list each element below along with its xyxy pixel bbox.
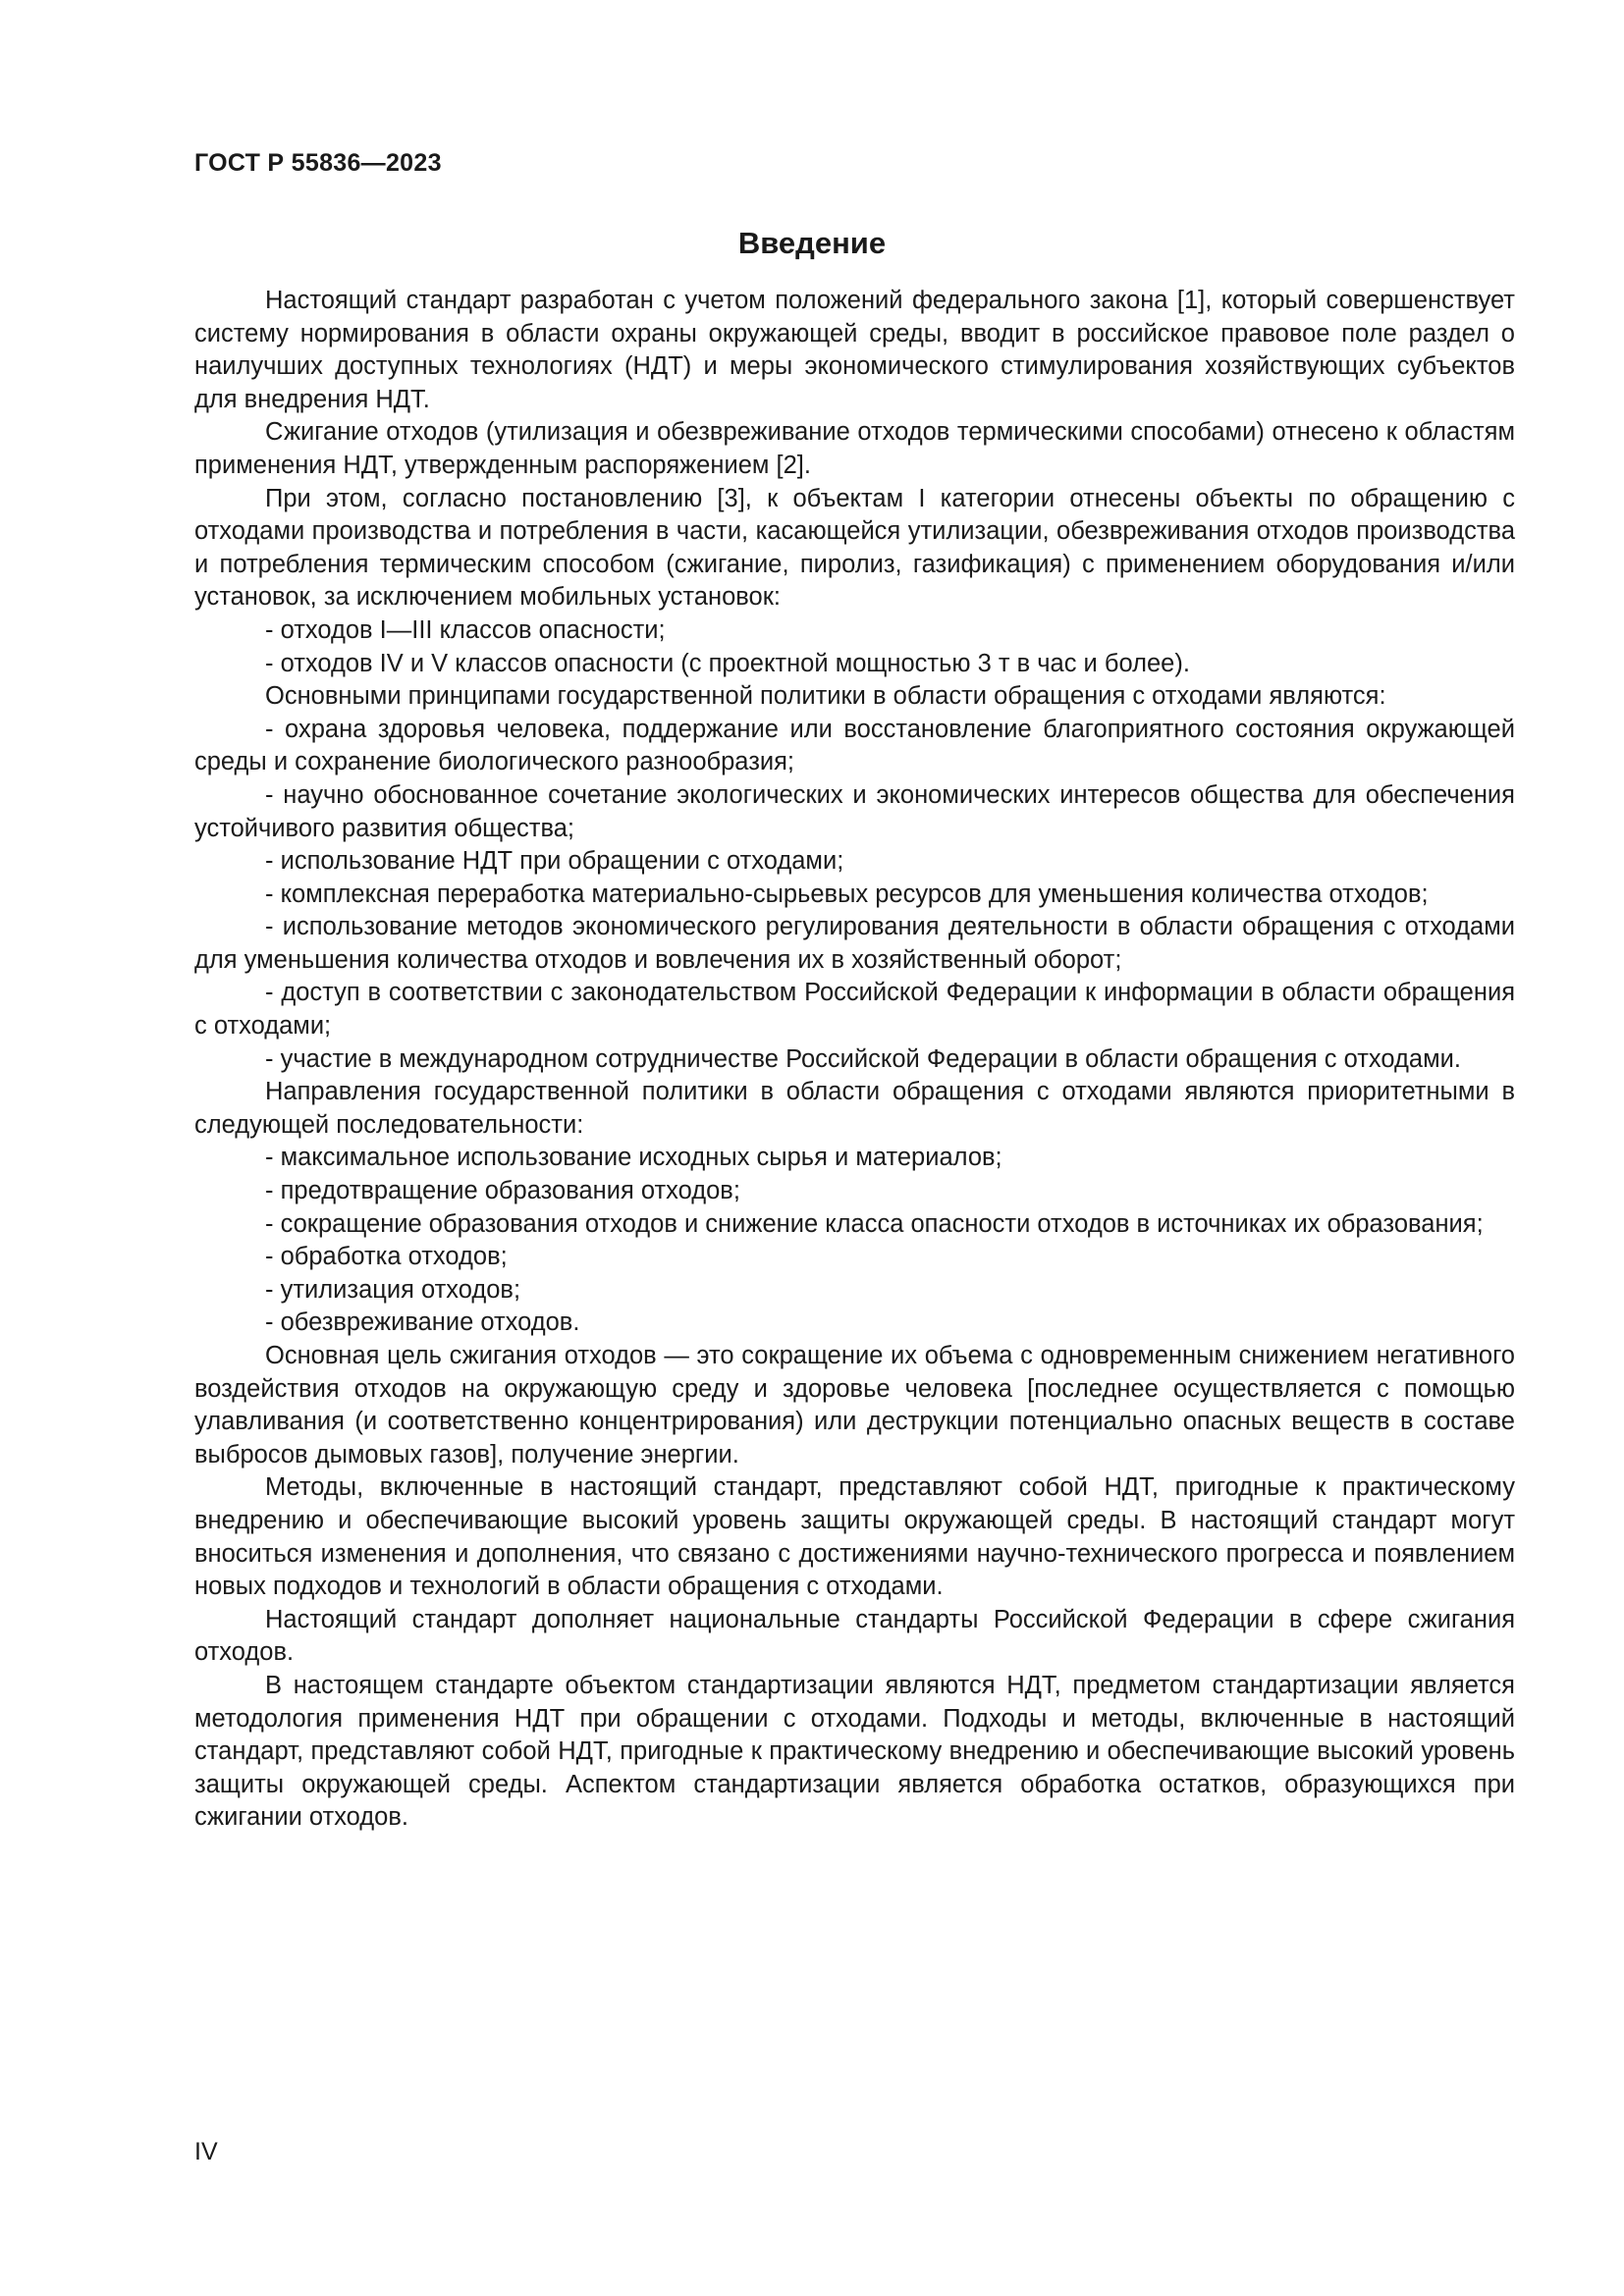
list-item: - утилизация отходов; xyxy=(265,1275,521,1304)
list-item: - отходов IV и V классов опасности (с проектной мощностью 3 т в час и более). xyxy=(265,649,1190,677)
list-item: - научно обоснованное сочетание экологических и экономических интересов общества для обеспечения устойчивого развития общества; xyxy=(194,780,1515,842)
list-item: - доступ в соответствии с законодательством Российской Федерации к информации в области обращения с отходами; xyxy=(194,979,1515,1041)
list-item: - предотвращение образования отходов; xyxy=(265,1177,740,1205)
list-item: - комплексная переработка материально-сырьевых ресурсов для уменьшения количества отходов; xyxy=(265,880,1429,908)
list-item: - отходов I—III классов опасности; xyxy=(265,615,666,644)
paragraph: Основными принципами государственной политики в области обращения с отходами являются: xyxy=(265,682,1386,711)
paragraph: В настоящем стандарте объектом стандартизации являются НДТ, предметом стандартизации является методология применения НДТ при обращении с отходами. Подходы и методы, включенные в настоящий стандарт, представляют собой НДТ, пригодные к практическому внедрению и обеспечивающие высокий уровень защиты окружающей среды. Аспектом стандартизации является обработка остатков, образующихся при сжигании отходов. xyxy=(194,1671,1515,1832)
list-item: - участие в международном сотрудничестве Российской Федерации в области обращения с отходами. xyxy=(265,1044,1461,1073)
paragraph: Сжигание отходов (утилизация и обезвреживание отходов термическими способами) отнесено к областям применения НДТ, утвержденным распоряжением [2]. xyxy=(194,418,1515,479)
body-text xyxy=(194,285,1515,1835)
page-number: IV xyxy=(194,2138,218,2165)
list-item: - обработка отходов; xyxy=(265,1243,508,1271)
list-item: - охрана здоровья человека, поддержание или восстановление благоприятного состояния окружающей среды и сохранение биологического разнообразия; xyxy=(194,715,1515,776)
list-item: - использование НДТ при обращении с отходами; xyxy=(265,847,844,876)
document-code: ГОСТ Р 55836—2023 xyxy=(194,149,442,177)
paragraph: Основная цель сжигания отходов — это сокращение их объема с одновременным снижением негативного воздействия отходов на окружающую среду и здоровье человека [последнее осуществляется с помощью улавливания (и соответственно концентрирования) или деструкции потенциально опасных веществ в составе выбросов дымовых газов], получение энергии. xyxy=(194,1342,1515,1468)
paragraph: Методы, включенные в настоящий стандарт, представляют собой НДТ, пригодные к практическому внедрению и обеспечивающие высокий уровень защиты окружающей среды. В настоящий стандарт могут вноситься изменения и дополнения, что связано с достижениями научно-технического прогресса и появлением новых подходов и технологий в области обращения с отходами. xyxy=(194,1473,1515,1601)
section-title: Введение xyxy=(737,226,887,260)
paragraph: Настоящий стандарт дополняет национальные стандарты Российской Федерации в сфере сжигания отходов. xyxy=(194,1605,1515,1667)
paragraph: Настоящий стандарт разработан с учетом положений федерального закона [1], который совершенствует систему нормирования в области охраны окружающей среды, вводит в российское правовое поле раздел о наилучших доступных технологиях (НДТ) и меры экономического стимулирования хозяйствующих субъектов для внедрения НДТ. xyxy=(194,287,1515,413)
paragraph: При этом, согласно постановлению [3], к объектам I категории отнесены объекты по обращению с отходами производства и потребления в части, касающейся утилизации, обезвреживания отходов производства и потребления термическим способом (сжигание, пиролиз, газификация) с применением оборудования и/или установок, за исключением мобильных установок: xyxy=(194,484,1515,612)
list-item: - сокращение образования отходов и снижение класса опасности отходов в источниках их образования; xyxy=(265,1209,1484,1238)
list-item: - обезвреживание отходов. xyxy=(265,1308,580,1337)
list-item: - использование методов экономического регулирования деятельности в области обращения с отходами для уменьшения количества отходов и вовлечения их в хозяйственный оборот; xyxy=(194,913,1515,974)
paragraph: Направления государственной политики в области обращения с отходами являются приоритетными в следующей последовательности: xyxy=(194,1078,1515,1139)
list-item: - максимальное использование исходных сырья и материалов; xyxy=(265,1144,1002,1172)
